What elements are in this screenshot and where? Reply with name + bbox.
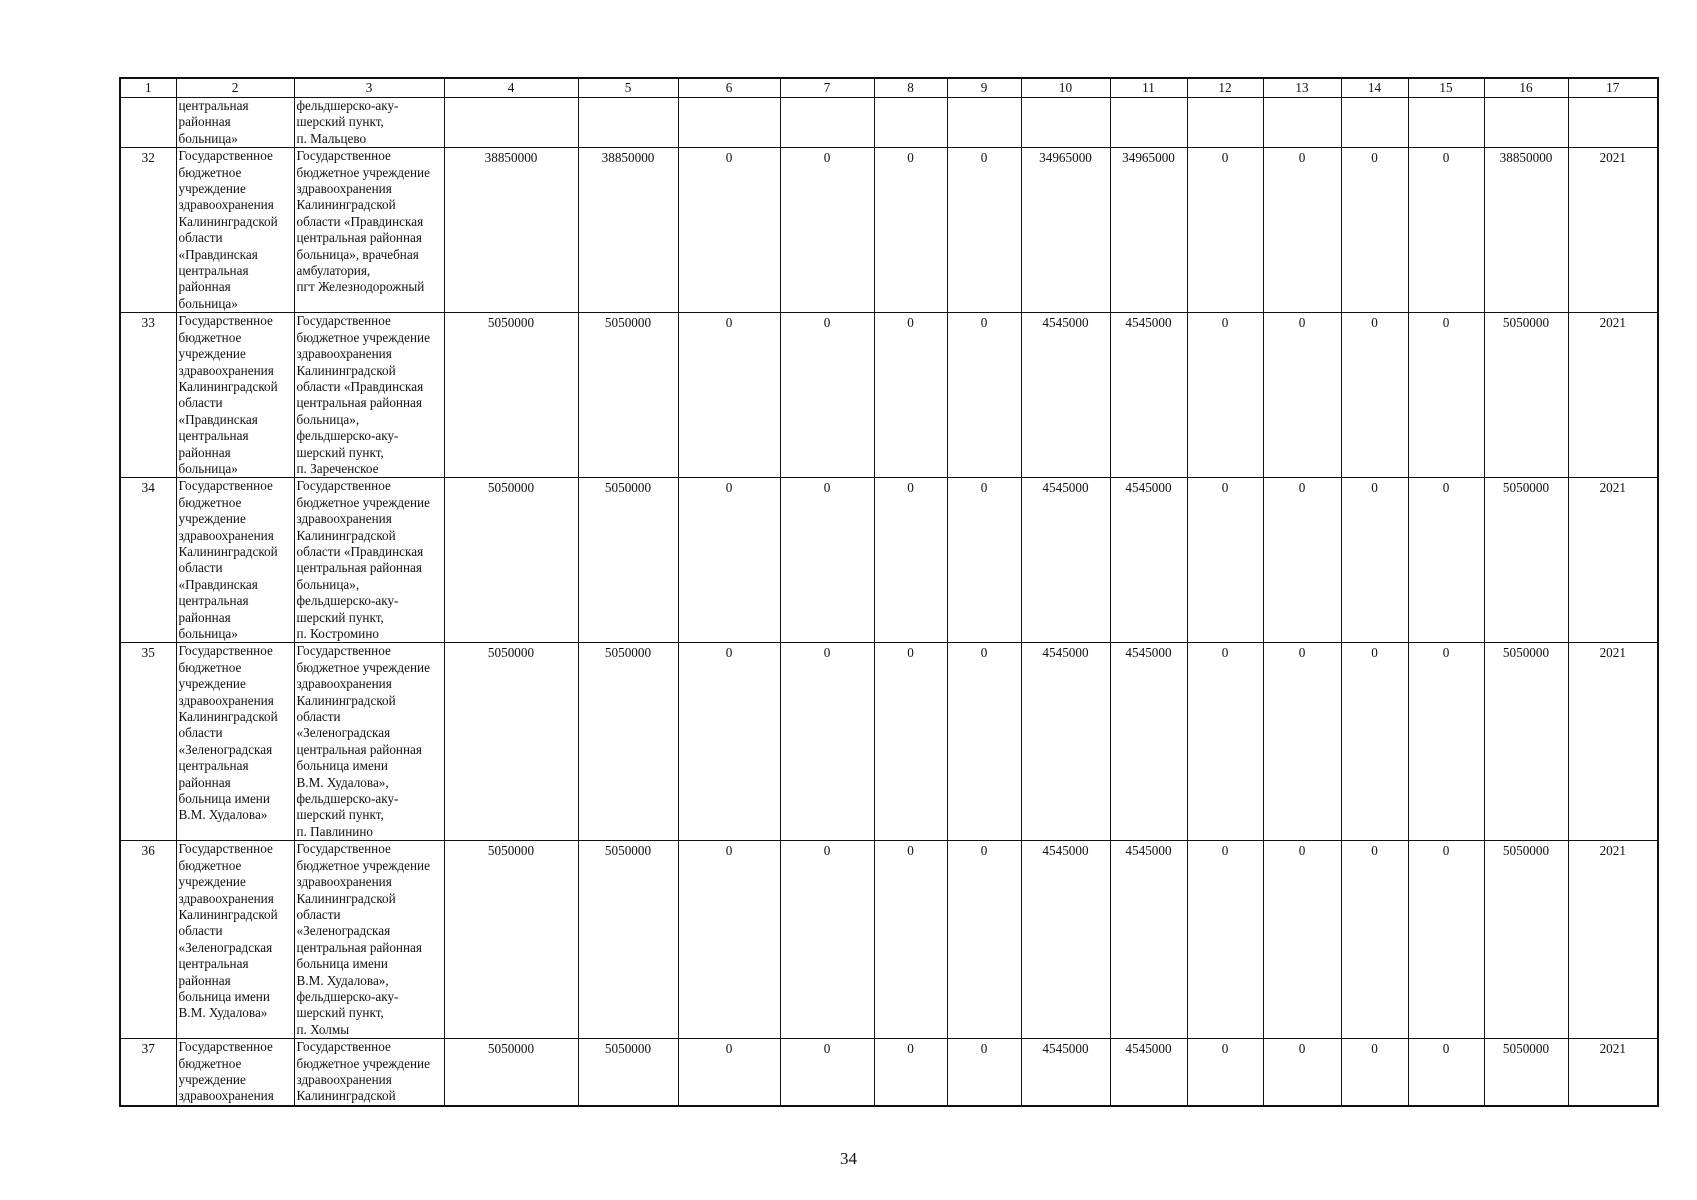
- cell-text-line: Государственное: [178, 148, 273, 164]
- column-header: 12: [1187, 78, 1263, 98]
- cell-text-line: учреждение: [178, 1071, 246, 1087]
- value-cell: [1408, 98, 1484, 148]
- cell-text-line: фельдшерско-аку-: [296, 988, 399, 1004]
- cell-text-line: фельдшерско-аку-: [296, 428, 399, 444]
- cell-text-line: шерский пункт,: [296, 807, 384, 823]
- document-sheet: [119, 77, 1657, 1107]
- cell-text-line: Калининградской: [296, 692, 396, 708]
- cell-text-line: центральная: [178, 593, 249, 609]
- value-cell: 0: [1408, 841, 1484, 1039]
- cell-text-line: районная: [178, 972, 231, 988]
- value-cell: 2021: [1568, 841, 1658, 1039]
- column-header: 14: [1341, 78, 1408, 98]
- cell-text-line: больница»: [178, 130, 238, 146]
- organization-cell: [176, 1039, 294, 1106]
- cell-text-line: здравоохранения: [296, 511, 392, 527]
- value-cell: [1110, 98, 1187, 148]
- object-cell: [294, 98, 444, 148]
- object-cell: [294, 1039, 444, 1106]
- value-cell: 5050000: [444, 478, 578, 643]
- table-row: [120, 1039, 1658, 1106]
- cell-text-line: здравоохранения: [178, 890, 274, 906]
- value-cell: 0: [1263, 478, 1341, 643]
- value-cell: [780, 98, 874, 148]
- cell-text-line: больница имени: [178, 791, 270, 807]
- cell-text-line: Государственное: [178, 478, 273, 494]
- value-cell: 4545000: [1021, 841, 1110, 1039]
- organization-cell: [176, 98, 294, 148]
- row-number-cell: 37: [120, 1039, 176, 1106]
- cell-text-line: В.М. Худалова»,: [296, 774, 389, 790]
- value-cell: 0: [1341, 841, 1408, 1039]
- object-cell: [294, 148, 444, 313]
- cell-text-line: больница»,: [296, 576, 360, 592]
- cell-text-line: «Правдинская: [178, 246, 258, 262]
- cell-text-line: бюджетное: [178, 164, 242, 180]
- table-row: [120, 98, 1658, 148]
- cell-text-line: больница имени: [296, 758, 388, 774]
- cell-text-line: больница»: [178, 295, 238, 311]
- column-header: 6: [678, 78, 780, 98]
- value-cell: [1187, 98, 1263, 148]
- value-cell: 4545000: [1021, 1039, 1110, 1106]
- value-cell: 2021: [1568, 643, 1658, 841]
- cell-text-line: области «Правдинская: [296, 378, 424, 394]
- cell-text-line: бюджетное учреждение: [296, 164, 430, 180]
- table-row: [120, 313, 1658, 478]
- cell-text-line: Калининградской: [178, 709, 278, 725]
- value-cell: 4545000: [1021, 478, 1110, 643]
- value-cell: 4545000: [1021, 643, 1110, 841]
- value-cell: 5050000: [1484, 643, 1568, 841]
- value-cell: 2021: [1568, 478, 1658, 643]
- column-header: 1: [120, 78, 176, 98]
- cell-text-line: «Зеленоградская: [178, 939, 273, 955]
- column-header: 10: [1021, 78, 1110, 98]
- value-cell: 5050000: [444, 841, 578, 1039]
- cell-text-line: учреждение: [178, 181, 246, 197]
- value-cell: [1341, 98, 1408, 148]
- cell-text-line: здравоохранения: [178, 527, 274, 543]
- value-cell: 34965000: [1110, 148, 1187, 313]
- value-cell: [1263, 98, 1341, 148]
- column-header: 9: [947, 78, 1021, 98]
- cell-text-line: п. Мальцево: [296, 130, 367, 146]
- cell-text-line: области: [178, 230, 223, 246]
- cell-text-line: шерский пункт,: [296, 444, 384, 460]
- value-cell: 5050000: [578, 643, 678, 841]
- cell-text-line: области: [178, 923, 223, 939]
- cell-text-line: области «Правдинская: [296, 213, 424, 229]
- value-cell: 0: [1263, 1039, 1341, 1106]
- cell-text-line: Государственное: [296, 313, 391, 329]
- value-cell: 0: [1187, 643, 1263, 841]
- value-cell: 38850000: [1484, 148, 1568, 313]
- cell-text-line: Государственное: [296, 643, 391, 659]
- value-cell: 0: [1408, 148, 1484, 313]
- table-row: [120, 841, 1658, 1039]
- cell-text-line: здравоохранения: [296, 676, 392, 692]
- value-cell: 0: [874, 148, 947, 313]
- cell-text-line: п. Павлинино: [296, 823, 373, 839]
- cell-text-line: здравоохранения: [296, 874, 392, 890]
- value-cell: 5050000: [578, 1039, 678, 1106]
- cell-text-line: больница имени: [178, 988, 270, 1004]
- cell-text-line: бюджетное: [178, 329, 242, 345]
- cell-text-line: бюджетное: [178, 494, 242, 510]
- value-cell: 0: [1263, 841, 1341, 1039]
- value-cell: 0: [678, 1039, 780, 1106]
- cell-text-line: п. Костромино: [296, 626, 379, 641]
- value-cell: [578, 98, 678, 148]
- value-cell: 0: [1341, 313, 1408, 478]
- cell-text-line: центральная районная: [296, 741, 422, 757]
- cell-text-line: Калининградской: [296, 890, 396, 906]
- cell-text-line: области «Правдинская: [296, 543, 424, 559]
- value-cell: [1568, 98, 1658, 148]
- column-header: 3: [294, 78, 444, 98]
- cell-text-line: районная: [178, 114, 231, 130]
- cell-text-line: фельдшерско-аку-: [296, 98, 399, 113]
- cell-text-line: здравоохранения: [178, 362, 274, 378]
- value-cell: 0: [678, 148, 780, 313]
- cell-text-line: области: [178, 395, 223, 411]
- cell-text-line: области: [296, 906, 341, 922]
- value-cell: [1021, 98, 1110, 148]
- cell-text-line: «Правдинская: [178, 576, 258, 592]
- value-cell: 0: [1408, 1039, 1484, 1106]
- value-cell: 0: [874, 841, 947, 1039]
- cell-text-line: «Зеленоградская: [296, 923, 391, 939]
- value-cell: 5050000: [1484, 313, 1568, 478]
- cell-text-line: Государственное: [296, 148, 391, 164]
- cell-text-line: Государственное: [178, 643, 273, 659]
- value-cell: 0: [1408, 478, 1484, 643]
- object-cell: [294, 841, 444, 1039]
- value-cell: 0: [947, 841, 1021, 1039]
- value-cell: 0: [1187, 478, 1263, 643]
- table-body: [120, 98, 1658, 1106]
- column-header: 11: [1110, 78, 1187, 98]
- cell-text-line: п. Зареченское: [296, 460, 379, 476]
- cell-text-line: центральная: [178, 758, 249, 774]
- cell-text-line: больница»,: [296, 411, 360, 427]
- cell-text-line: бюджетное учреждение: [296, 1055, 430, 1071]
- column-header: 13: [1263, 78, 1341, 98]
- value-cell: 2021: [1568, 1039, 1658, 1106]
- value-cell: 0: [780, 313, 874, 478]
- column-header: 16: [1484, 78, 1568, 98]
- cell-text-line: бюджетное учреждение: [296, 329, 430, 345]
- cell-text-line: бюджетное: [178, 1055, 242, 1071]
- value-cell: 4545000: [1110, 841, 1187, 1039]
- cell-text-line: Государственное: [296, 841, 391, 857]
- cell-text-line: районная: [178, 279, 231, 295]
- object-cell: [294, 313, 444, 478]
- value-cell: 5050000: [578, 478, 678, 643]
- cell-text-line: шерский пункт,: [296, 609, 384, 625]
- cell-text-line: здравоохранения: [178, 1088, 274, 1104]
- value-cell: 38850000: [578, 148, 678, 313]
- value-cell: 0: [1263, 643, 1341, 841]
- cell-text-line: бюджетное: [178, 857, 242, 873]
- cell-text-line: шерский пункт,: [296, 114, 384, 130]
- cell-text-line: Калининградской: [178, 213, 278, 229]
- value-cell: 0: [874, 1039, 947, 1106]
- value-cell: 0: [678, 643, 780, 841]
- row-number-cell: [120, 98, 176, 148]
- cell-text-line: Государственное: [178, 1039, 273, 1055]
- column-header: 7: [780, 78, 874, 98]
- column-number-row: [120, 78, 1658, 98]
- cell-text-line: «Зеленоградская: [178, 741, 273, 757]
- cell-text-line: амбулатория,: [296, 263, 371, 279]
- financing-table: [119, 77, 1659, 1107]
- cell-text-line: Государственное: [178, 841, 273, 857]
- value-cell: 5050000: [444, 313, 578, 478]
- cell-text-line: шерский пункт,: [296, 1005, 384, 1021]
- value-cell: 0: [1341, 1039, 1408, 1106]
- cell-text-line: п. Холмы: [296, 1021, 350, 1037]
- column-header: 15: [1408, 78, 1484, 98]
- value-cell: 4545000: [1021, 313, 1110, 478]
- cell-text-line: Калининградской: [296, 197, 396, 213]
- value-cell: 4545000: [1110, 313, 1187, 478]
- cell-text-line: Калининградской: [178, 378, 278, 394]
- value-cell: 0: [1187, 313, 1263, 478]
- row-number-cell: 32: [120, 148, 176, 313]
- value-cell: 0: [780, 478, 874, 643]
- cell-text-line: больница»: [178, 460, 238, 476]
- cell-text-line: бюджетное учреждение: [296, 857, 430, 873]
- value-cell: [678, 98, 780, 148]
- value-cell: 0: [780, 148, 874, 313]
- cell-text-line: В.М. Худалова»: [178, 807, 268, 823]
- value-cell: 0: [947, 1039, 1021, 1106]
- value-cell: [1484, 98, 1568, 148]
- value-cell: 0: [678, 841, 780, 1039]
- value-cell: 4545000: [1110, 1039, 1187, 1106]
- table-row: [120, 478, 1658, 643]
- cell-text-line: центральная: [178, 428, 249, 444]
- cell-text-line: районная: [178, 609, 231, 625]
- cell-text-line: Калининградской: [296, 1088, 396, 1104]
- cell-text-line: учреждение: [178, 874, 246, 890]
- value-cell: 0: [1341, 148, 1408, 313]
- value-cell: 0: [678, 478, 780, 643]
- cell-text-line: учреждение: [178, 511, 246, 527]
- value-cell: 5050000: [1484, 841, 1568, 1039]
- cell-text-line: районная: [178, 774, 231, 790]
- value-cell: 5050000: [578, 841, 678, 1039]
- value-cell: 5050000: [1484, 478, 1568, 643]
- value-cell: 0: [678, 313, 780, 478]
- cell-text-line: Калининградской: [178, 543, 278, 559]
- cell-text-line: «Зеленоградская: [296, 725, 391, 741]
- cell-text-line: здравоохранения: [178, 692, 274, 708]
- organization-cell: [176, 148, 294, 313]
- cell-text-line: области: [178, 560, 223, 576]
- value-cell: 0: [947, 148, 1021, 313]
- cell-text-line: центральная районная: [296, 230, 422, 246]
- column-header: 17: [1568, 78, 1658, 98]
- value-cell: 5050000: [578, 313, 678, 478]
- column-header: 5: [578, 78, 678, 98]
- cell-text-line: Калининградской: [178, 906, 278, 922]
- value-cell: 0: [1187, 841, 1263, 1039]
- column-header: 8: [874, 78, 947, 98]
- cell-text-line: области: [178, 725, 223, 741]
- cell-text-line: «Правдинская: [178, 411, 258, 427]
- value-cell: 34965000: [1021, 148, 1110, 313]
- cell-text-line: центральная: [178, 956, 249, 972]
- column-header: 4: [444, 78, 578, 98]
- cell-text-line: Калининградской: [296, 527, 396, 543]
- row-number-cell: 36: [120, 841, 176, 1039]
- row-number-cell: 35: [120, 643, 176, 841]
- cell-text-line: пгт Железнодорожный: [296, 279, 425, 295]
- row-number-cell: 33: [120, 313, 176, 478]
- table-row: [120, 643, 1658, 841]
- value-cell: 0: [780, 1039, 874, 1106]
- cell-text-line: центральная районная: [296, 939, 422, 955]
- cell-text-line: учреждение: [178, 346, 246, 362]
- cell-text-line: В.М. Худалова»: [178, 1005, 268, 1021]
- cell-text-line: здравоохранения: [296, 346, 392, 362]
- cell-text-line: Калининградской: [296, 362, 396, 378]
- object-cell: [294, 643, 444, 841]
- page-number: 34: [840, 1149, 857, 1168]
- cell-text-line: фельдшерско-аку-: [296, 791, 399, 807]
- value-cell: 0: [780, 841, 874, 1039]
- organization-cell: [176, 478, 294, 643]
- cell-text-line: больница», врачебная: [296, 246, 419, 262]
- value-cell: 4545000: [1110, 643, 1187, 841]
- cell-text-line: здравоохранения: [178, 197, 274, 213]
- value-cell: 5050000: [444, 643, 578, 841]
- cell-text-line: здравоохранения: [296, 181, 392, 197]
- value-cell: 0: [874, 313, 947, 478]
- organization-cell: [176, 643, 294, 841]
- value-cell: 2021: [1568, 313, 1658, 478]
- cell-text-line: бюджетное учреждение: [296, 494, 430, 510]
- cell-text-line: районная: [178, 444, 231, 460]
- cell-text-line: бюджетное: [178, 659, 242, 675]
- value-cell: 0: [947, 643, 1021, 841]
- value-cell: 0: [1341, 643, 1408, 841]
- cell-text-line: фельдшерско-аку-: [296, 593, 399, 609]
- cell-text-line: центральная районная: [296, 395, 422, 411]
- cell-text-line: здравоохранения: [296, 1071, 392, 1087]
- value-cell: 5050000: [444, 1039, 578, 1106]
- cell-text-line: центральная районная: [296, 560, 422, 576]
- value-cell: [947, 98, 1021, 148]
- value-cell: 4545000: [1110, 478, 1187, 643]
- column-header: 2: [176, 78, 294, 98]
- value-cell: 0: [1263, 148, 1341, 313]
- organization-cell: [176, 313, 294, 478]
- cell-text-line: больница имени: [296, 956, 388, 972]
- value-cell: 0: [947, 478, 1021, 643]
- value-cell: 0: [1263, 313, 1341, 478]
- cell-text-line: центральная: [178, 98, 249, 113]
- organization-cell: [176, 841, 294, 1039]
- value-cell: [874, 98, 947, 148]
- value-cell: 0: [1187, 1039, 1263, 1106]
- cell-text-line: В.М. Худалова»,: [296, 972, 389, 988]
- cell-text-line: области: [296, 709, 341, 725]
- value-cell: 0: [1341, 478, 1408, 643]
- value-cell: 5050000: [1484, 1039, 1568, 1106]
- value-cell: 0: [1408, 643, 1484, 841]
- cell-text-line: центральная: [178, 263, 249, 279]
- cell-text-line: больница»: [178, 626, 238, 641]
- cell-text-line: Государственное: [178, 313, 273, 329]
- value-cell: 0: [874, 643, 947, 841]
- value-cell: 0: [947, 313, 1021, 478]
- object-cell: [294, 478, 444, 643]
- value-cell: 0: [1408, 313, 1484, 478]
- cell-text-line: бюджетное учреждение: [296, 659, 430, 675]
- value-cell: 2021: [1568, 148, 1658, 313]
- cell-text-line: Государственное: [296, 1039, 391, 1055]
- value-cell: 0: [780, 643, 874, 841]
- value-cell: [444, 98, 578, 148]
- table-row: [120, 148, 1658, 313]
- value-cell: 38850000: [444, 148, 578, 313]
- row-number-cell: 34: [120, 478, 176, 643]
- value-cell: 0: [1187, 148, 1263, 313]
- cell-text-line: Государственное: [296, 478, 391, 494]
- value-cell: 0: [874, 478, 947, 643]
- cell-text-line: учреждение: [178, 676, 246, 692]
